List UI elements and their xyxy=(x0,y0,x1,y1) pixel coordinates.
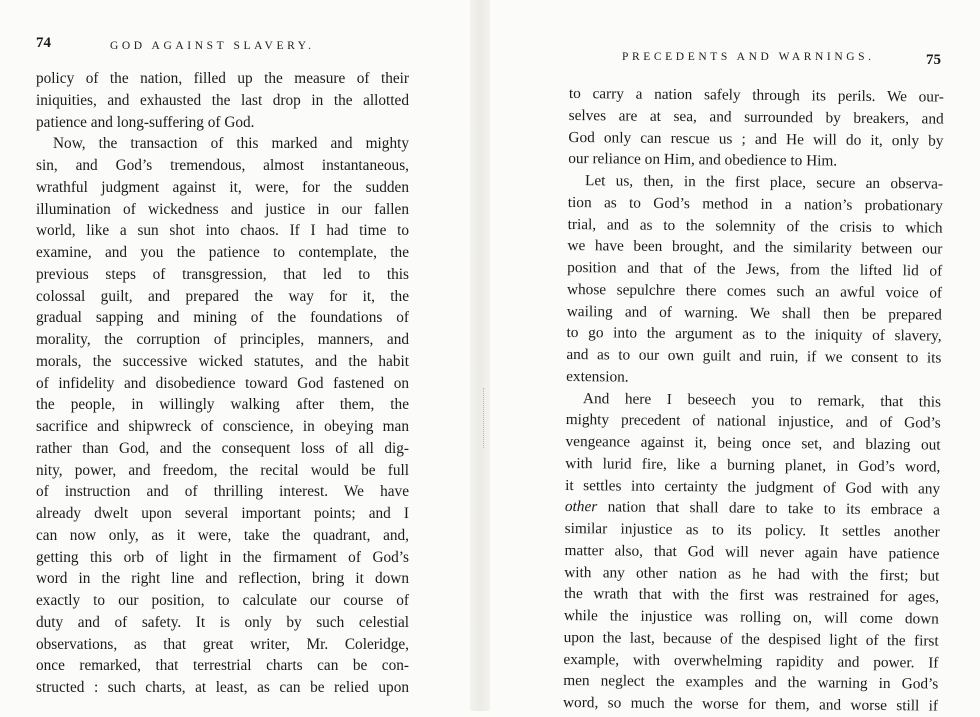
text-line: Now, the transaction of this marked and mighty xyxy=(53,135,409,153)
text-line: mighty precedent of national injustice, and of God’s xyxy=(565,411,941,432)
text-line: whose sepulchre there comes such an awful voice of xyxy=(566,280,943,302)
text-line: of instruction and of thrilling interest. We have xyxy=(36,483,409,501)
text-line: And here I beseech you to remark, that this xyxy=(582,389,942,411)
text-line: exactly to our position, to calculate our course of xyxy=(36,592,409,609)
text-line: while the injustice was rolling on, will come down xyxy=(563,606,939,628)
text-line: men neglect the examples and the warning in God’s xyxy=(563,672,939,693)
text-line: wailing and of warning. We shall then be prepared xyxy=(566,302,942,324)
text-line: to go into the argument as to the iniquity of slavery, xyxy=(566,324,942,345)
text-line: extension. xyxy=(566,367,629,386)
text-line: with any other nation as he had with the first; but xyxy=(564,563,940,585)
text-line: world, like a sun shot into chaos. If I had time to xyxy=(36,222,409,240)
text-line: upon the last, because of the despised light of the first xyxy=(563,628,939,650)
text-line: word in the right line and reflection, bring it down xyxy=(36,570,409,588)
left-page-body xyxy=(36,68,409,699)
text-line: can now only, as it were, take the quadrant, and, xyxy=(36,526,409,544)
text-line: previous steps of transgression, that led to this xyxy=(36,265,409,283)
text-line: our reliance on Him, and obedience to Him. xyxy=(568,150,838,170)
left-page xyxy=(0,0,470,711)
text-line: iniquities, and exhausted the last drop in the allotted xyxy=(36,91,409,109)
text-line: example, with overwhelming rapidity and power. If xyxy=(563,650,939,672)
right-running-head: PRECEDENTS AND WARNINGS. xyxy=(622,51,875,63)
italic-word: other xyxy=(564,498,598,516)
text-line: illumination of wickedness and justice in our fallen xyxy=(36,200,409,218)
text-line: getting this orb of light in the firmament of God’s xyxy=(36,548,409,566)
text-line: other nation that shall dare to take to its embrace a xyxy=(564,498,940,519)
right-page xyxy=(490,0,980,715)
right-page-body xyxy=(563,83,944,717)
text-line: we have been brought, and the similarity between our xyxy=(567,237,943,258)
text-line: selves are at sea, and surrounded by breakers, and xyxy=(568,106,944,128)
text-line: to carry a nation safely through its perils. We our- xyxy=(568,84,944,106)
text-line: colossal guilt, and prepared the way for it, the xyxy=(36,287,409,305)
right-page-number: 75 xyxy=(926,52,941,68)
text-line: wrathful judgment against it, were, for the sudden xyxy=(36,178,409,196)
text-line: rather than God, and the consequent loss of all dig- xyxy=(36,439,409,457)
gutter-marks xyxy=(483,388,486,448)
text-line: of infidelity and disobedience toward God fastened on xyxy=(36,374,409,392)
text-line: the people, in willingly walking after them, the xyxy=(36,396,409,414)
text-line: with lurid fire, like a burning planet, in God’s word, xyxy=(565,454,941,476)
left-running-head: GOD AGAINST SLAVERY. xyxy=(110,40,315,52)
text-line: already dwelt upon several important points; and I xyxy=(36,505,409,522)
text-line: and as to our own guilt and ruin, if we consent to its xyxy=(566,345,942,367)
text-line: morality, the corruption of principles, manners, and xyxy=(36,331,409,348)
text-line: examine, and you the patience to contemplate, the xyxy=(36,244,409,261)
book-gutter xyxy=(470,0,490,711)
text-line: God only can rescue us ; and He will do it, only by xyxy=(568,128,944,150)
text-line: matter also, that God will never again have patience xyxy=(564,541,940,563)
text-line: tion as to God’s method in a nation’s probationary xyxy=(567,193,943,215)
text-line: morals, the successive wicked statutes, and the habit xyxy=(36,352,409,370)
left-page-number: 74 xyxy=(36,35,51,51)
text-line: word, so much the worse for them, and worse still if xyxy=(562,693,939,715)
text-line: observations, as that great writer, Mr. Coleridge, xyxy=(36,635,409,653)
text-line: similar injustice as to its policy. It settles another xyxy=(564,519,940,541)
text-line: gradual sapping and mining of the foundations of xyxy=(36,309,409,327)
text-line: nity, power, and freedom, the recital would be full xyxy=(36,461,409,479)
text-line: position and that of the Jews, from the lifted lid of xyxy=(567,258,943,280)
text-line: Let us, then, in the first place, secure an observa- xyxy=(584,172,944,193)
text-line: patience and long-suffering of God. xyxy=(36,113,255,131)
text-line: the wrath that with the first was restrained for ages, xyxy=(564,585,940,606)
text-line: duty and of safety. It is only by such celestial xyxy=(36,613,409,631)
text-line: sin, and God’s tremendous, almost instantaneous, xyxy=(36,157,409,174)
text-line: it settles into certainty the judgment of God with any xyxy=(565,476,941,498)
text-line: once remarked, that terrestrial charts can be con- xyxy=(36,657,409,675)
text-line: structed : such charts, at least, as can be relied upon xyxy=(36,679,409,696)
text-line: vengeance against it, being once set, and blazing out xyxy=(565,432,941,454)
text-line: trial, and as to the solemnity of the crisis to which xyxy=(567,215,943,237)
text-line: policy of the nation, filled up the measure of their xyxy=(36,70,409,87)
text-line: sacrifice and shipwreck of conscience, in obeying man xyxy=(36,418,409,435)
